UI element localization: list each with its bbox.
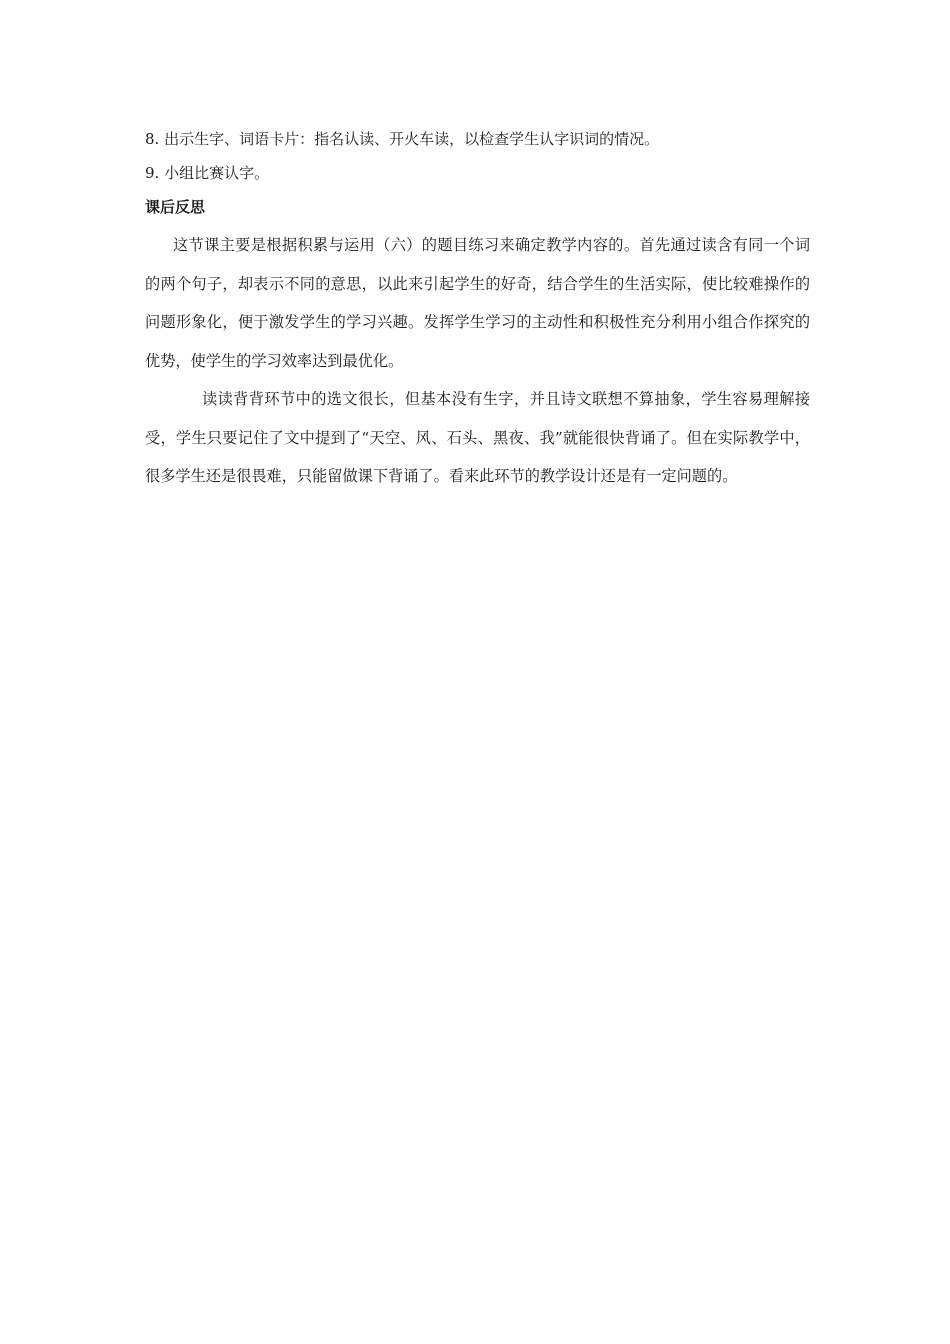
- list-item-8: 8. 出示生字、词语卡片：指名认读、开火车读，以检查学生认字识词的情况。: [145, 130, 660, 148]
- list-item-9: 9. 小组比赛认字。: [145, 164, 270, 182]
- section-heading: 课后反思: [145, 198, 206, 216]
- document-body: [145, 122, 810, 496]
- reflection-paragraph-2: 读读背背环节中的选文很长，但基本没有生字，并且诗文联想不算抽象，学生容易理解接受，学生只要记住了文中提到了“天空、风、石头、黑夜、我”就能很快背诵了。但在实际教学中，很多学生还是很畏难，只能留做课下背诵了。看来此环节的教学设计还是有一定问题的。: [145, 390, 810, 485]
- reflection-paragraph-1: 这节课主要是根据积累与运用（六）的题目练习来确定教学内容的。首先通过读含有同一个词的两个句子，却表示不同的意思，以此来引起学生的好奇，结合学生的生活实际，使比较难操作的问题形象化，便于激发学生的学习兴趣。发挥学生学习的主动性和积极性充分利用小组合作探究的优势，使学生的学习效率达到最优化。: [145, 236, 810, 370]
